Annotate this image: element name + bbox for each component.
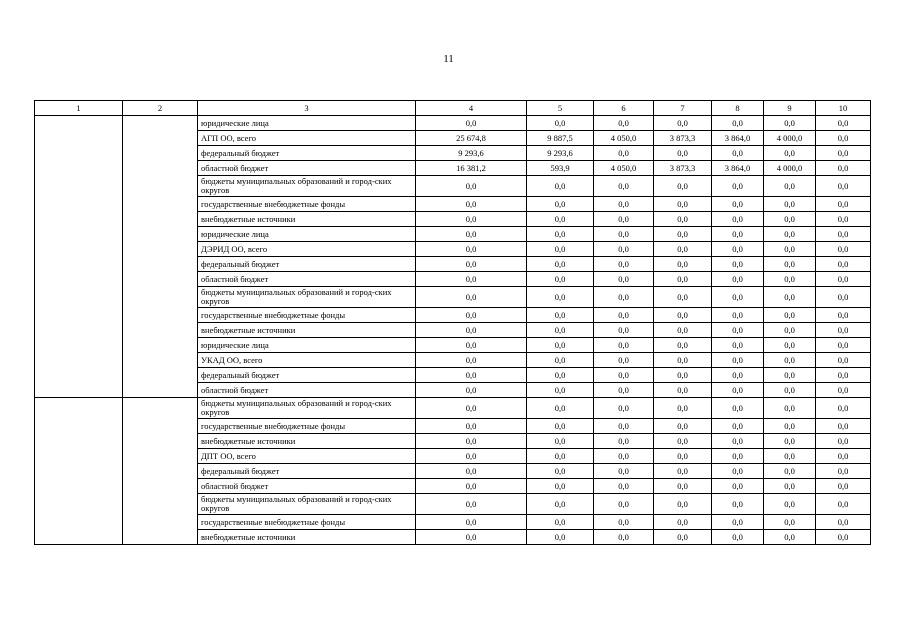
table-cell-value: 0,0 [816, 434, 871, 449]
table-cell-value: 0,0 [527, 227, 594, 242]
table-cell-value: 0,0 [816, 368, 871, 383]
table-cell-value: 0,0 [416, 197, 527, 212]
row-label: юридические лица [198, 338, 416, 353]
table-cell-value: 0,0 [712, 368, 764, 383]
table-cell-value: 0,0 [594, 257, 654, 272]
table-cell-value: 0,0 [416, 212, 527, 227]
table-cell-value: 0,0 [712, 338, 764, 353]
table-cell-value: 0,0 [712, 197, 764, 212]
table-cell-value: 0,0 [712, 494, 764, 515]
table-cell-value: 0,0 [416, 353, 527, 368]
column-header: 10 [816, 101, 871, 116]
table-cell-value: 0,0 [654, 419, 712, 434]
table-cell-value: 0,0 [712, 383, 764, 398]
table-cell-value: 0,0 [527, 434, 594, 449]
blank-merged-cell [123, 398, 198, 545]
table-cell-value: 0,0 [654, 323, 712, 338]
table-cell-value: 0,0 [712, 308, 764, 323]
table-cell-value: 0,0 [654, 479, 712, 494]
table-cell-value: 0,0 [416, 338, 527, 353]
table-cell-value: 0,0 [527, 323, 594, 338]
table-cell-value: 9 293,6 [527, 146, 594, 161]
table-cell-value: 0,0 [816, 449, 871, 464]
table-cell-value: 0,0 [712, 449, 764, 464]
table-cell-value: 0,0 [764, 494, 816, 515]
table-cell-value: 0,0 [594, 116, 654, 131]
row-label: бюджеты муниципальных образований и город-ских округов [198, 176, 416, 197]
budget-table [34, 100, 871, 545]
table-cell-value: 0,0 [712, 530, 764, 545]
table-cell-value: 0,0 [816, 257, 871, 272]
table-cell-value: 0,0 [594, 146, 654, 161]
table-cell-value: 0,0 [816, 212, 871, 227]
table-cell-value: 0,0 [527, 515, 594, 530]
table-cell-value: 0,0 [764, 272, 816, 287]
table-cell-value: 3 864,0 [712, 161, 764, 176]
column-header: 8 [712, 101, 764, 116]
table-cell-value: 0,0 [416, 515, 527, 530]
table-cell-value: 0,0 [654, 308, 712, 323]
table-cell-value: 0,0 [712, 176, 764, 197]
table-cell-value: 0,0 [764, 212, 816, 227]
table-cell-value: 25 674,8 [416, 131, 527, 146]
table-cell-value: 4 000,0 [764, 131, 816, 146]
table-cell-value: 0,0 [527, 383, 594, 398]
table-cell-value: 0,0 [816, 161, 871, 176]
row-label: внебюджетные источники [198, 212, 416, 227]
table-cell-value: 4 050,0 [594, 131, 654, 146]
table-cell-value: 0,0 [816, 353, 871, 368]
table-cell-value: 0,0 [416, 479, 527, 494]
table-cell-value: 0,0 [416, 398, 527, 419]
table-cell-value: 0,0 [654, 434, 712, 449]
table-cell-value: 0,0 [816, 419, 871, 434]
row-label: областной бюджет [198, 479, 416, 494]
table-cell-value: 0,0 [654, 353, 712, 368]
table-cell-value: 0,0 [764, 419, 816, 434]
table-cell-value: 0,0 [416, 287, 527, 308]
row-label: внебюджетные источники [198, 434, 416, 449]
row-label: бюджеты муниципальных образований и город-ских округов [198, 287, 416, 308]
table-cell-value: 0,0 [654, 383, 712, 398]
table-cell-value: 0,0 [816, 398, 871, 419]
table-cell-value: 0,0 [594, 338, 654, 353]
table-cell-value: 0,0 [764, 287, 816, 308]
table-cell-value: 0,0 [416, 242, 527, 257]
table-cell-value: 0,0 [416, 464, 527, 479]
table-cell-value: 0,0 [654, 338, 712, 353]
table-cell-value: 0,0 [527, 287, 594, 308]
table-cell-value: 0,0 [654, 449, 712, 464]
table-cell-value: 0,0 [416, 368, 527, 383]
table-cell-value: 0,0 [527, 479, 594, 494]
row-label: внебюджетные источники [198, 323, 416, 338]
row-label: АГП ОО, всего [198, 131, 416, 146]
table-cell-value: 0,0 [712, 479, 764, 494]
table-cell-value: 0,0 [764, 530, 816, 545]
table-cell-value: 0,0 [594, 308, 654, 323]
row-label: государственные внебюджетные фонды [198, 197, 416, 212]
table-cell-value: 0,0 [527, 419, 594, 434]
table-cell-value: 0,0 [816, 272, 871, 287]
table-cell-value: 0,0 [654, 146, 712, 161]
table-cell-value: 0,0 [594, 515, 654, 530]
table-cell-value: 0,0 [816, 176, 871, 197]
table-cell-value: 0,0 [816, 530, 871, 545]
table-cell-value: 0,0 [654, 398, 712, 419]
table-cell-value: 0,0 [654, 257, 712, 272]
blank-merged-cell [35, 116, 123, 398]
table-cell-value: 0,0 [527, 116, 594, 131]
table-cell-value: 0,0 [712, 434, 764, 449]
table-cell-value: 0,0 [416, 272, 527, 287]
row-label: ДПТ ОО, всего [198, 449, 416, 464]
table-cell-value: 0,0 [764, 383, 816, 398]
table-cell-value: 0,0 [416, 434, 527, 449]
table-cell-value: 0,0 [712, 272, 764, 287]
column-header: 7 [654, 101, 712, 116]
table-cell-value: 0,0 [594, 530, 654, 545]
table-cell-value: 0,0 [594, 464, 654, 479]
row-label: областной бюджет [198, 383, 416, 398]
table-cell-value: 0,0 [654, 116, 712, 131]
table-cell-value: 0,0 [764, 197, 816, 212]
table-cell-value: 0,0 [712, 515, 764, 530]
blank-merged-cell [123, 116, 198, 398]
table-cell-value: 0,0 [764, 146, 816, 161]
table-cell-value: 0,0 [416, 419, 527, 434]
table-cell-value: 0,0 [527, 464, 594, 479]
row-label: федеральный бюджет [198, 146, 416, 161]
table-cell-value: 0,0 [594, 479, 654, 494]
table-cell-value: 0,0 [816, 116, 871, 131]
table-cell-value: 0,0 [712, 212, 764, 227]
row-label: государственные внебюджетные фонды [198, 308, 416, 323]
table-cell-value: 4 000,0 [764, 161, 816, 176]
column-header: 3 [198, 101, 416, 116]
table-cell-value: 0,0 [594, 287, 654, 308]
table-cell-value: 0,0 [712, 287, 764, 308]
row-label: внебюджетные источники [198, 530, 416, 545]
table-cell-value: 0,0 [816, 383, 871, 398]
table-cell-value: 0,0 [764, 464, 816, 479]
table-cell-value: 0,0 [654, 515, 712, 530]
table-cell-value: 0,0 [594, 419, 654, 434]
table-cell-value: 0,0 [416, 116, 527, 131]
table-cell-value: 0,0 [712, 242, 764, 257]
table-cell-value: 0,0 [816, 308, 871, 323]
table-cell-value: 0,0 [594, 353, 654, 368]
table-cell-value: 0,0 [416, 449, 527, 464]
table-cell-value: 0,0 [594, 398, 654, 419]
column-header: 4 [416, 101, 527, 116]
table-cell-value: 0,0 [654, 464, 712, 479]
table-cell-value: 16 381,2 [416, 161, 527, 176]
table-cell-value: 3 864,0 [712, 131, 764, 146]
row-label: государственные внебюджетные фонды [198, 419, 416, 434]
table-cell-value: 0,0 [816, 515, 871, 530]
table-cell-value: 0,0 [527, 353, 594, 368]
table-cell-value: 0,0 [594, 212, 654, 227]
table-cell-value: 0,0 [712, 464, 764, 479]
table-cell-value: 0,0 [816, 464, 871, 479]
table-cell-value: 0,0 [527, 449, 594, 464]
table-row [35, 116, 871, 131]
table-cell-value: 0,0 [816, 227, 871, 242]
table-cell-value: 0,0 [416, 323, 527, 338]
table-cell-value: 0,0 [816, 323, 871, 338]
table-cell-value: 0,0 [764, 515, 816, 530]
table-cell-value: 0,0 [654, 368, 712, 383]
row-label: ДЭРИД ОО, всего [198, 242, 416, 257]
table-cell-value: 0,0 [527, 212, 594, 227]
table-cell-value: 0,0 [416, 494, 527, 515]
table-cell-value: 0,0 [594, 227, 654, 242]
table-cell-value: 0,0 [594, 368, 654, 383]
table-cell-value: 0,0 [654, 227, 712, 242]
column-header: 2 [123, 101, 198, 116]
table-cell-value: 0,0 [654, 530, 712, 545]
table-cell-value: 0,0 [416, 176, 527, 197]
table-cell-value: 0,0 [527, 197, 594, 212]
row-label: федеральный бюджет [198, 368, 416, 383]
table-cell-value: 0,0 [712, 116, 764, 131]
table-cell-value: 0,0 [527, 272, 594, 287]
table-cell-value: 0,0 [712, 227, 764, 242]
table-cell-value: 0,0 [816, 146, 871, 161]
column-header: 5 [527, 101, 594, 116]
blank-merged-cell [35, 398, 123, 545]
table-cell-value: 0,0 [527, 308, 594, 323]
table-cell-value: 3 873,3 [654, 161, 712, 176]
table-cell-value: 0,0 [816, 479, 871, 494]
table-cell-value: 0,0 [416, 530, 527, 545]
row-label: УКАД ОО, всего [198, 353, 416, 368]
table-cell-value: 0,0 [594, 272, 654, 287]
table-cell-value: 0,0 [654, 242, 712, 257]
table-cell-value: 9 293,6 [416, 146, 527, 161]
table-cell-value: 0,0 [764, 116, 816, 131]
table-cell-value: 0,0 [416, 383, 527, 398]
row-label: государственные внебюджетные фонды [198, 515, 416, 530]
table-cell-value: 0,0 [816, 494, 871, 515]
table-cell-value: 0,0 [654, 176, 712, 197]
table-cell-value: 0,0 [712, 353, 764, 368]
table-cell-value: 0,0 [764, 449, 816, 464]
table-cell-value: 0,0 [816, 338, 871, 353]
row-label: юридические лица [198, 227, 416, 242]
table-cell-value: 0,0 [594, 176, 654, 197]
table-cell-value: 0,0 [527, 242, 594, 257]
page-number: 11 [443, 53, 454, 65]
table-cell-value: 0,0 [654, 272, 712, 287]
table-cell-value: 0,0 [594, 197, 654, 212]
table-cell-value: 0,0 [527, 530, 594, 545]
table-cell-value: 0,0 [654, 494, 712, 515]
table-cell-value: 0,0 [594, 449, 654, 464]
table-cell-value: 9 887,5 [527, 131, 594, 146]
row-label: бюджеты муниципальных образований и город-ских округов [198, 494, 416, 515]
row-label: бюджеты муниципальных образований и город-ских округов [198, 398, 416, 419]
table-cell-value: 0,0 [594, 494, 654, 515]
table-cell-value: 0,0 [816, 131, 871, 146]
table-cell-value: 0,0 [594, 242, 654, 257]
table-cell-value: 0,0 [712, 146, 764, 161]
table-cell-value: 0,0 [416, 308, 527, 323]
table-cell-value: 0,0 [764, 308, 816, 323]
table-cell-value: 0,0 [594, 383, 654, 398]
table-cell-value: 0,0 [764, 242, 816, 257]
row-label: юридические лица [198, 116, 416, 131]
table-cell-value: 0,0 [712, 419, 764, 434]
column-header: 9 [764, 101, 816, 116]
table-cell-value: 0,0 [816, 287, 871, 308]
header-row [35, 101, 871, 116]
table-cell-value: 0,0 [712, 398, 764, 419]
table-cell-value: 0,0 [764, 338, 816, 353]
table-cell-value: 0,0 [764, 353, 816, 368]
column-header: 1 [35, 101, 123, 116]
table-cell-value: 0,0 [764, 479, 816, 494]
table-cell-value: 0,0 [654, 287, 712, 308]
table-cell-value: 0,0 [416, 257, 527, 272]
row-label: областной бюджет [198, 272, 416, 287]
table-cell-value: 0,0 [527, 176, 594, 197]
table-cell-value: 0,0 [764, 176, 816, 197]
table-cell-value: 0,0 [527, 338, 594, 353]
table-cell-value: 0,0 [527, 494, 594, 515]
table-cell-value: 0,0 [527, 257, 594, 272]
table-cell-value: 0,0 [764, 368, 816, 383]
table-cell-value: 0,0 [654, 197, 712, 212]
table-cell-value: 0,0 [527, 398, 594, 419]
table-cell-value: 0,0 [764, 257, 816, 272]
table-cell-value: 0,0 [527, 368, 594, 383]
table-cell-value: 0,0 [654, 212, 712, 227]
table-cell-value: 0,0 [712, 323, 764, 338]
column-header: 6 [594, 101, 654, 116]
table-cell-value: 0,0 [764, 398, 816, 419]
table-cell-value: 0,0 [594, 323, 654, 338]
table-cell-value: 4 050,0 [594, 161, 654, 176]
table-cell-value: 3 873,3 [654, 131, 712, 146]
table-cell-value: 0,0 [764, 227, 816, 242]
row-label: федеральный бюджет [198, 257, 416, 272]
table-cell-value: 593,9 [527, 161, 594, 176]
table-row [35, 398, 871, 419]
row-label: областной бюджет [198, 161, 416, 176]
table-cell-value: 0,0 [816, 197, 871, 212]
table-cell-value: 0,0 [764, 323, 816, 338]
table-cell-value: 0,0 [416, 227, 527, 242]
row-label: федеральный бюджет [198, 464, 416, 479]
table-cell-value: 0,0 [594, 434, 654, 449]
table-cell-value: 0,0 [712, 257, 764, 272]
table-cell-value: 0,0 [764, 434, 816, 449]
table-cell-value: 0,0 [816, 242, 871, 257]
